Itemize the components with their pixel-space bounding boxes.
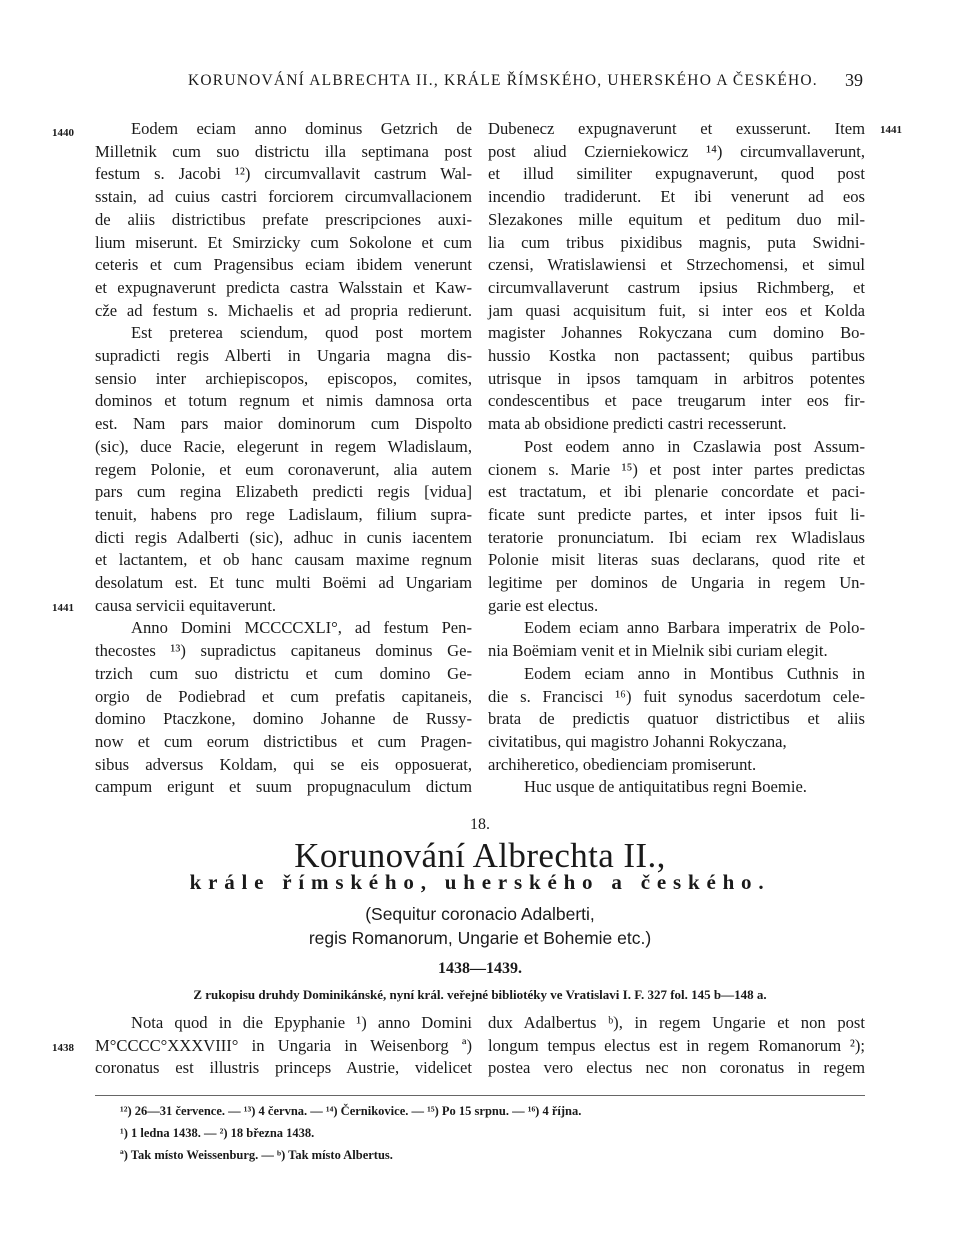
text-line: postea vero electus nec non coronatus in regem bbox=[488, 1058, 865, 1078]
text-line: magister Johannes Rokyczana cum domino Bo- bbox=[488, 323, 865, 343]
paragraph bbox=[488, 118, 865, 436]
text-line: tenuit, habens pro rege Ladislaum, filium supra- bbox=[95, 504, 472, 524]
text-line: dicti regis Adalberti (sic), adhuc in cunis iacentem bbox=[95, 527, 472, 547]
text-line: Post eodem anno in Czaslawia post Assum- bbox=[524, 436, 865, 456]
latin-title-line-1: (Sequitur coronacio Adalberti, bbox=[365, 904, 595, 924]
text-line: coronatus est illustris princeps Austrie, videlicet bbox=[95, 1058, 472, 1078]
text-line: civitatibus, qui magistro Johanni Rokyczana, bbox=[488, 731, 787, 751]
text-line: Est preterea sciendum, quod post mortem bbox=[131, 323, 472, 343]
source-note: Z rukopisu druhdy Dominikánské, nyní král. veřejné bibliotéky ve Vratislavi I. F. 327 fol. 145 b—148 a. bbox=[193, 987, 767, 1002]
text-line: Nota quod in die Epyphanie ¹) anno Domini bbox=[131, 1013, 472, 1032]
text-line: et illud similiter expugnaverunt, quod post bbox=[488, 164, 865, 184]
text-line: orgio de Podiebrad et cum prefatis capitaneis, bbox=[95, 686, 472, 706]
text-line: nia Boëmiam venit et in Mielnik sibi curiam elegit. bbox=[488, 641, 828, 661]
text-line: pars cum regina Elizabeth predicti regis [vidua] bbox=[95, 482, 472, 502]
text-line: Milletnik cum suo districtu illa septimana post bbox=[95, 141, 472, 161]
paragraph bbox=[488, 776, 865, 799]
text-line: ficate sunt predicte partes, et inter ipsos fuit li- bbox=[488, 504, 865, 524]
document-number: 18. bbox=[470, 816, 490, 833]
text-line: campum erigunt et suum propugnaculum dictum bbox=[95, 777, 472, 797]
document-years: 1438—1439. bbox=[438, 960, 522, 977]
paragraph bbox=[488, 436, 865, 618]
page-header bbox=[0, 72, 960, 96]
text-line: mata ab obsidione predicti castri recesserunt. bbox=[488, 414, 787, 434]
text-line: desolatum est. Et tunc multi Boëmi ad Ungariam bbox=[95, 573, 472, 593]
page-number: 39 bbox=[845, 70, 863, 90]
text-line: now et cum eorum districtibus et cum Pragen- bbox=[95, 731, 472, 751]
footnote-line: ¹) 1 ledna 1438. — ²) 18 března 1438. bbox=[120, 1126, 315, 1140]
paragraph bbox=[95, 617, 472, 799]
text-line: Dubenecz expugnaverunt et exusserunt. Item bbox=[488, 119, 865, 138]
text-line: trzich cum suo districtu et cum domino Ge- bbox=[95, 663, 472, 683]
text-line: domino Ptaczkone, domino Johanne de Russy- bbox=[95, 709, 472, 729]
text-line: legitime per dominos de Ungaria in regem Un- bbox=[488, 573, 865, 593]
text-line: circumvallaverunt castrum ipsius Richmberg, et bbox=[488, 277, 865, 297]
text-line: sstain, ad cuius castri forciorem circumvallacionem bbox=[95, 187, 472, 207]
text-line: Anno Domini MCCCCXLI°, ad festum Pen- bbox=[131, 618, 472, 638]
text-line: Slezakones mille equitum et peditum duo mil- bbox=[488, 209, 865, 229]
text-line: lium miserunt. Et Smirzicky cum Sokolone et cum bbox=[95, 232, 472, 252]
text-line: thecostes ¹³) supradictus capitaneus dominus Ge- bbox=[95, 641, 472, 661]
paragraph bbox=[95, 118, 472, 322]
text-line: post aliud Czierniekowicz ¹⁴) circumvallaverunt, bbox=[488, 141, 865, 161]
text-line: regem Polonie, et eum coronaverunt, alia autem bbox=[95, 459, 472, 479]
text-line: (sic), duce Racie, elegerunt in regem Wladislaum, bbox=[95, 436, 472, 456]
text-line: cionem s. Marie ¹⁵) et post inter partes predictas bbox=[488, 459, 865, 479]
left-column bbox=[95, 118, 472, 799]
text-line: Huc usque de antiquitatibus regni Boemie. bbox=[524, 777, 807, 797]
paragraph bbox=[488, 663, 865, 777]
text-line: est. Nam pars maior dominorum cum Dispolto bbox=[95, 414, 472, 434]
text-line: czensi, Wratislawiensi et Strzechomensi, et simul bbox=[488, 255, 865, 275]
text-line: die s. Francisci ¹⁶) fuit synodus sacerdotum cele- bbox=[488, 686, 865, 706]
text-line: sibus adversus Koldam, qui se eis opposuerat, bbox=[95, 754, 472, 774]
paragraph bbox=[488, 617, 865, 662]
text-line: causa servicii equitaverunt. bbox=[95, 595, 277, 615]
margin-year-1440: 1440 bbox=[52, 127, 74, 139]
bottom-right-column bbox=[488, 1012, 865, 1080]
text-line: sensio inter archiepiscopos, episcopos, comites, bbox=[95, 368, 472, 388]
document-title: Korunování Albrechta II., bbox=[294, 836, 666, 875]
text-line: ceteris et cum Pragensibus eciam ibidem venerunt bbox=[95, 255, 472, 275]
text-line: supradicti regis Alberti in Ungaria magna dis- bbox=[95, 346, 472, 366]
text-line: utrisque in ipsos tamquam in arbitros potentes bbox=[488, 368, 865, 388]
text-line: dominos et totum regnum et nimis damnosa orta bbox=[95, 391, 472, 411]
running-head: KORUNOVÁNÍ ALBRECHTA II., KRÁLE ŘÍMSKÉHO, UHERSKÉHO A ČESKÉHO. bbox=[188, 72, 818, 89]
text-line: teratorie pronunciatum. Ibi eciam rex Wladislaus bbox=[488, 527, 865, 547]
footnote-line: ª) Tak místo Weissenburg. — ᵇ) Tak místo Albertus. bbox=[120, 1148, 393, 1162]
text-line: garie est electus. bbox=[488, 595, 599, 615]
footnote-line: ¹²) 26—31 července. — ¹³) 4 června. — ¹⁴) Černikovice. — ¹⁵) Po 15 srpnu. — ¹⁶) 4 října. bbox=[120, 1104, 582, 1118]
footnote-divider bbox=[95, 1095, 865, 1096]
text-line: jam quasi acquisitum fuit, si inter eos et Kolda bbox=[488, 300, 865, 320]
text-line: Eodem eciam anno dominus Getzrich de bbox=[131, 119, 472, 138]
text-line: de aliis districtibus prefate prescripciones auxi- bbox=[95, 209, 472, 229]
text-line: et lactantem, et ob hanc causam maxime regnum bbox=[95, 550, 472, 570]
text-line: longum tempus electus est in regem Romanorum ²); bbox=[488, 1035, 865, 1055]
text-line: M°CCCC°XXXVIII° in Ungaria in Weisenborg ª) bbox=[95, 1035, 472, 1055]
text-line: Eodem eciam anno in Montibus Cuthnis in bbox=[524, 663, 865, 683]
right-column bbox=[488, 118, 865, 799]
text-line: festum s. Jacobi ¹²) circumvallavit castrum Wal- bbox=[95, 164, 472, 184]
text-line: est tractatum, et ibi plenarie concordate et paci- bbox=[488, 482, 865, 502]
text-line: condescentibus et pace treugarum inter eos fir- bbox=[488, 391, 865, 411]
text-line: Polonie misit literas suas declarans, quod rite et bbox=[488, 550, 865, 570]
text-line: cže ad festum s. Michaelis et ad propria redierunt. bbox=[95, 300, 472, 320]
text-line: archiheretico, obedienciam promiserunt. bbox=[488, 754, 757, 774]
text-line: hussio Kostka non pactassent; quibus partibus bbox=[488, 346, 865, 366]
text-line: Eodem eciam anno Barbara imperatrix de Polo- bbox=[524, 618, 865, 638]
margin-year-1441-right: 1441 bbox=[880, 124, 902, 136]
text-line: et expugnaverunt predicta castra Walsstain et Kaw- bbox=[95, 277, 472, 297]
paragraph bbox=[95, 322, 472, 617]
margin-year-1441-left: 1441 bbox=[52, 602, 74, 614]
text-line: brata de predictis quatuor districtibus et aliis bbox=[488, 709, 865, 729]
margin-year-1438: 1438 bbox=[52, 1042, 74, 1054]
text-line: dux Adalbertus ᵇ), in regem Ungarie et non post bbox=[488, 1013, 865, 1032]
document-subtitle: krále římského, uherského a českého. bbox=[189, 870, 771, 894]
bottom-left-column bbox=[95, 1012, 472, 1080]
text-line: lia cum tribus pixidibus magnis, puta Swidni- bbox=[488, 232, 865, 252]
text-line: incendio tradiderunt. Et ibi venerunt ad eos bbox=[488, 187, 865, 207]
latin-title-line-2: regis Romanorum, Ungarie et Bohemie etc.) bbox=[308, 928, 652, 948]
